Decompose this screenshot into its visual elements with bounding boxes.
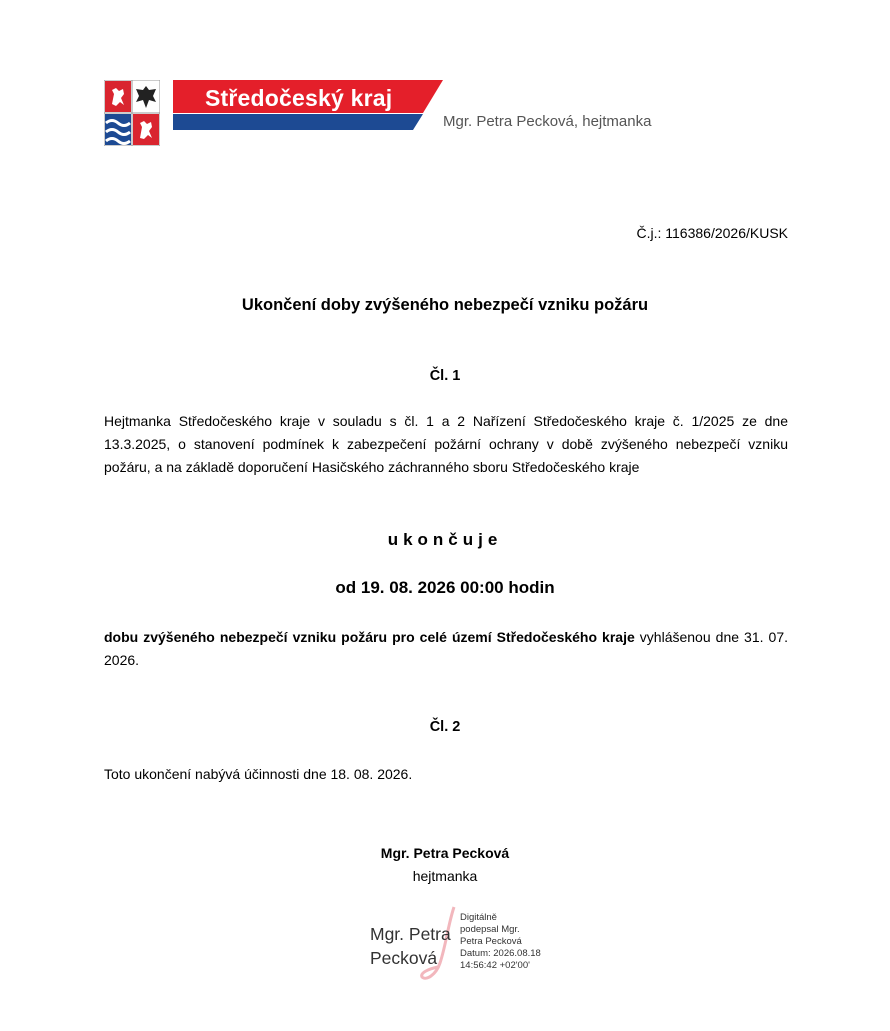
- signatory-name: Mgr. Petra Pecková: [380, 845, 510, 861]
- article-1-body-rest: vyhlášenou dne 31. 07. 2026.: [104, 629, 788, 668]
- digital-signature-info-line: 14:56:42 +02'00': [460, 960, 530, 971]
- digital-signature-info-line: Digitálně: [460, 912, 497, 923]
- article-2-text: Toto ukončení nabývá účinnosti dne 18. 08. 2026.: [104, 766, 413, 782]
- region-name: Středočeský kraj: [205, 85, 393, 111]
- digital-signature-info-line: Datum: 2026.08.18: [460, 948, 541, 959]
- header-official: Mgr. Petra Pecková, hejtmanka: [443, 113, 652, 130]
- digital-signature-name-line2: Pecková: [370, 948, 438, 968]
- article-1-verb: ukončuje: [387, 530, 503, 549]
- reference-number: Č.j.: 116386/2026/KUSK: [636, 225, 788, 241]
- digital-signature-info-line: Petra Pecková: [460, 936, 522, 947]
- signatory-role: hejtmanka: [412, 868, 478, 884]
- document-title: Ukončení doby zvýšeného nebezpečí vzniku požáru: [241, 296, 649, 314]
- digital-signature-info-line: podepsal Mgr.: [460, 924, 520, 935]
- digital-signature-name: [370, 922, 451, 970]
- article-1-heading: Čl. 1: [429, 368, 461, 384]
- article-2-heading: Čl. 2: [429, 719, 461, 735]
- coat-of-arms-icon: [104, 80, 160, 146]
- digital-signature-info: [460, 912, 570, 972]
- digital-signature-name-line1: Mgr. Petra: [370, 924, 451, 944]
- article-1-intro: Hejtmanka Středočeského kraje v souladu s čl. 1 a 2 Nařízení Středočeského kraje č. 1/2025 ze dne 13.3.2025, o stanovení podmínek k zabezpečení požární ochrany v době zvýšeného nebezpečí vzniku požáru, a na základě doporučení Hasičského záchranného sboru Středočeského kraje: [104, 413, 788, 475]
- article-1-body-bold: dobu zvýšeného nebezpečí vzniku požáru pro celé území Středočeského kraje: [104, 629, 635, 645]
- article-1-date: od 19. 08. 2026 00:00 hodin: [335, 578, 555, 597]
- article-1-body: [104, 626, 788, 672]
